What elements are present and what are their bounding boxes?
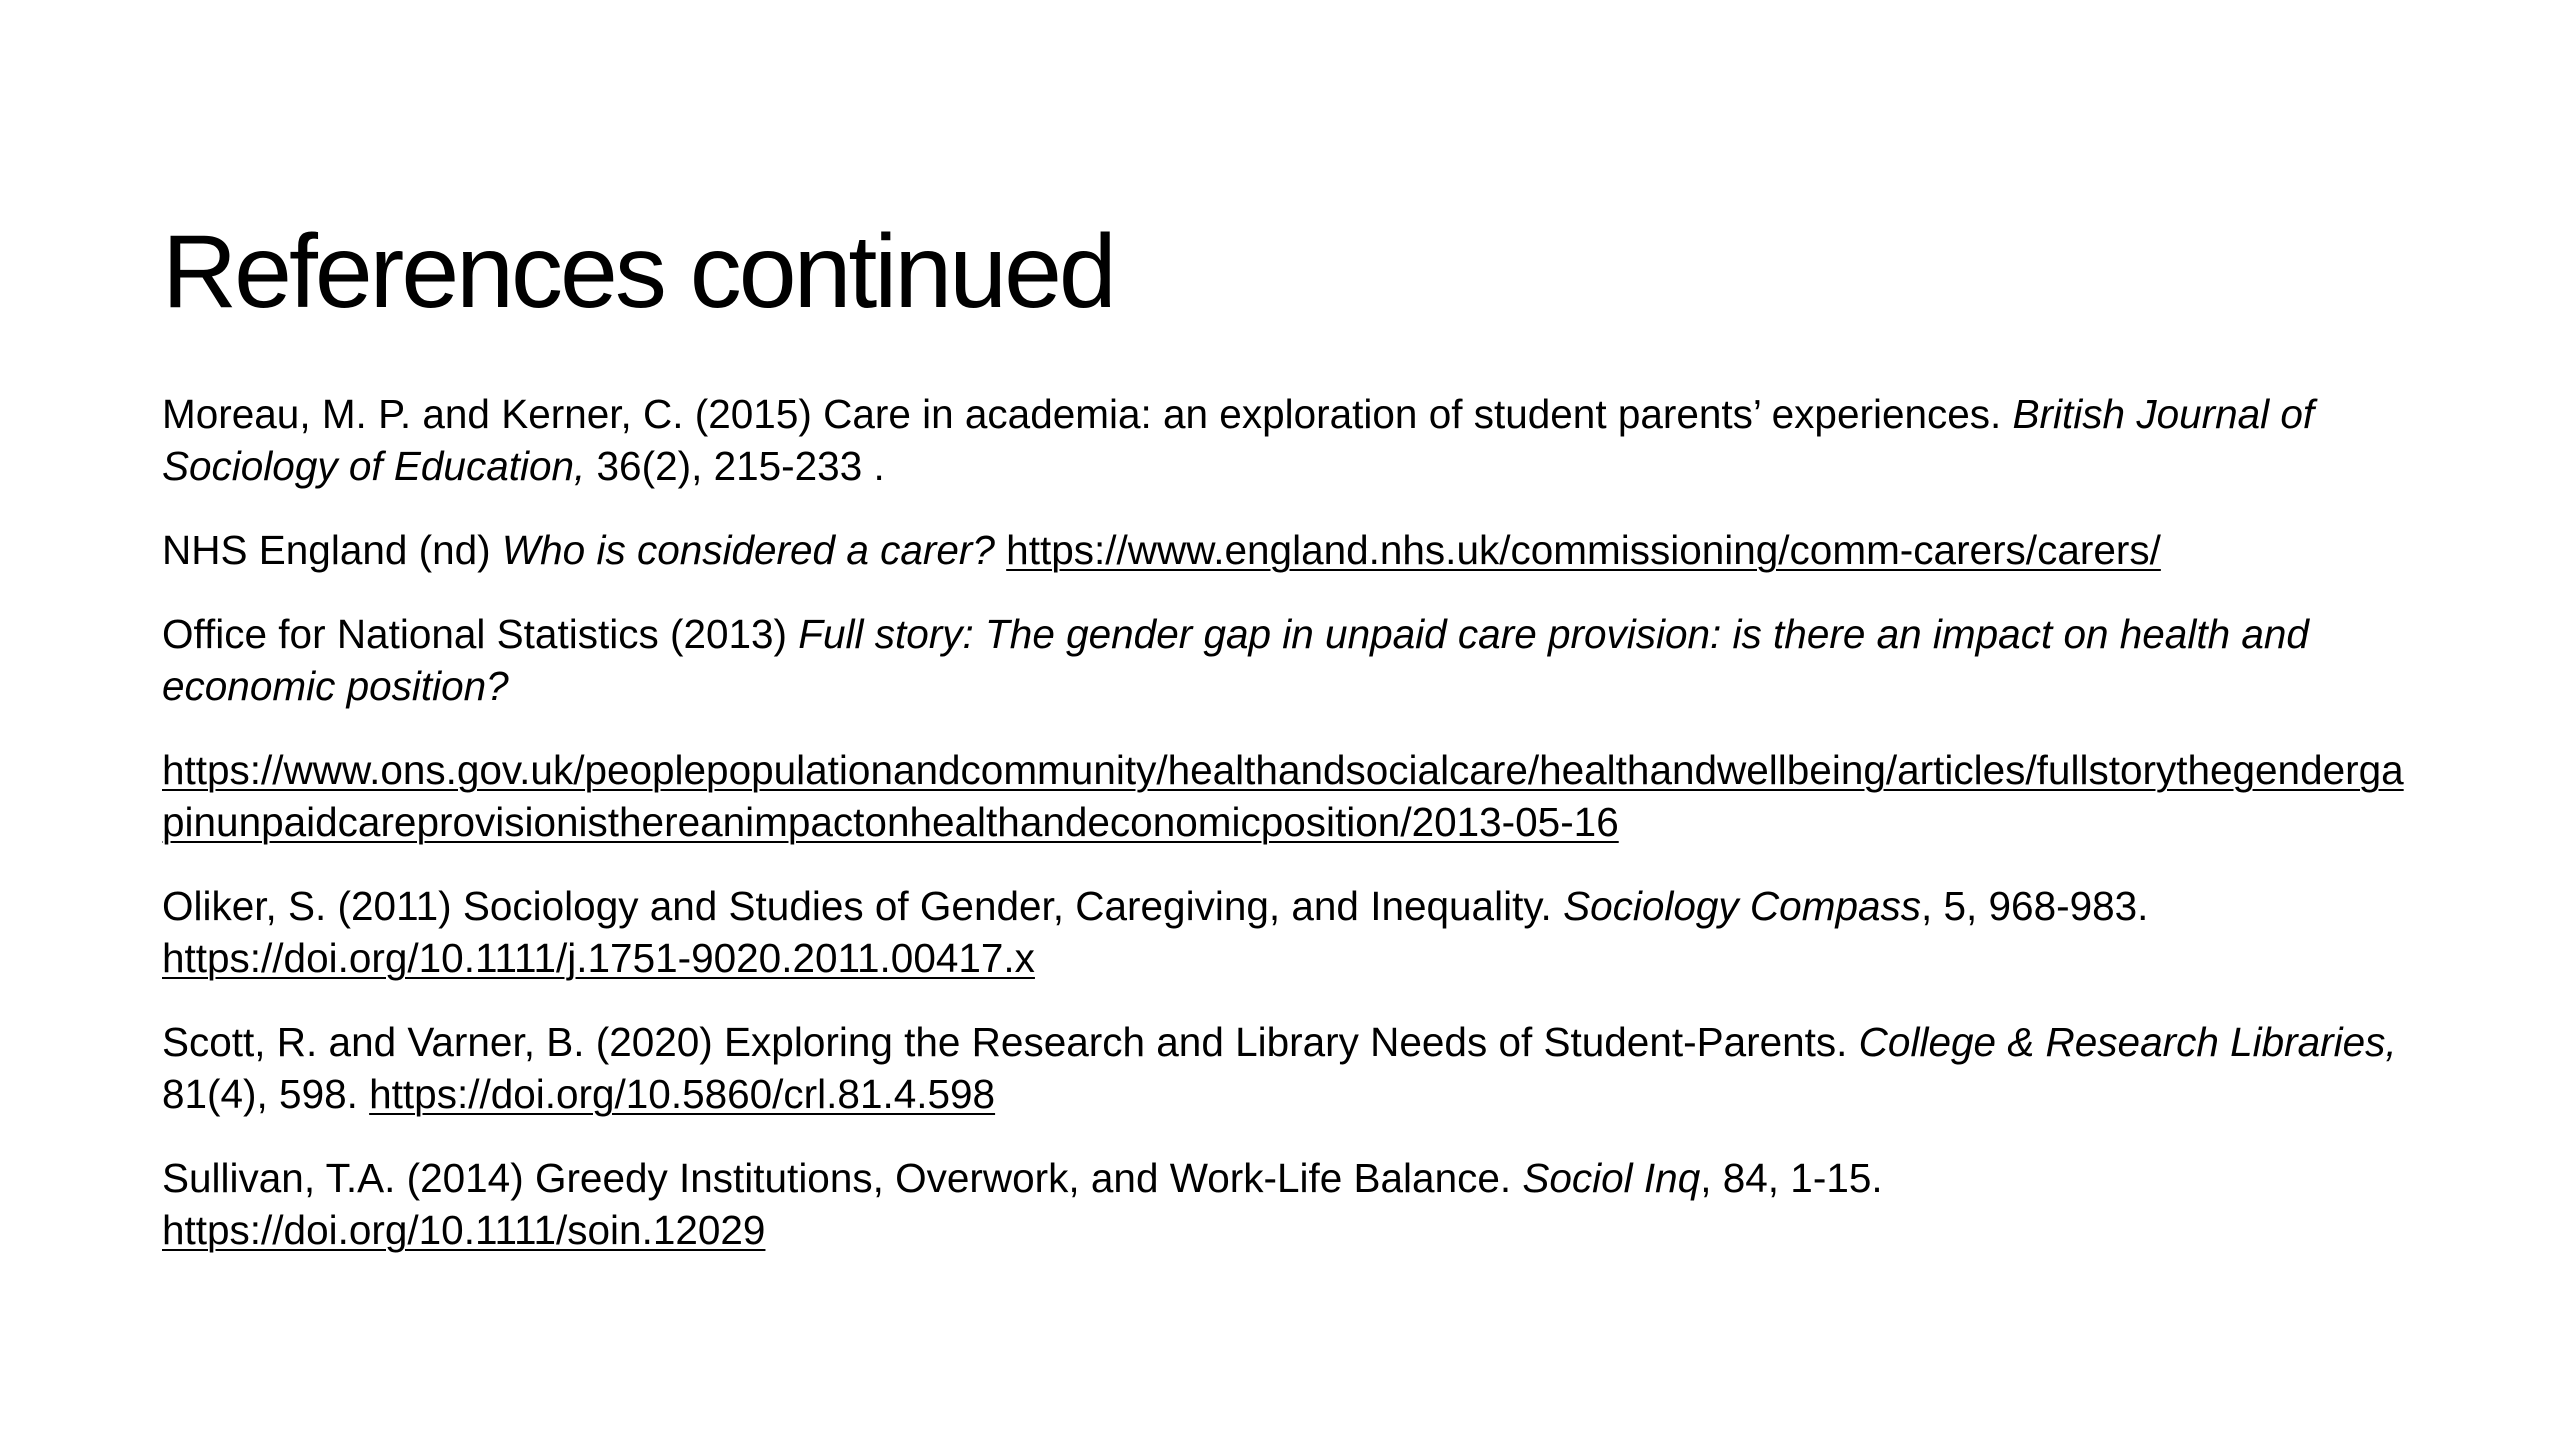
reference-link[interactable]: https://www.england.nhs.uk/commissioning/comm-carers/carers/ xyxy=(1006,527,2161,573)
reference-link[interactable]: https://doi.org/10.5860/crl.81.4.598 xyxy=(369,1071,996,1117)
reference-nhs-england xyxy=(162,524,2412,576)
reference-text: NHS England (nd) xyxy=(162,527,502,573)
reference-link[interactable]: https://www.ons.gov.uk/peoplepopulationandcommunity/healthandsocialcare/healthandwellbeing/articles/fullstorythegendergapinunpaidcareprovisionisthereanimpactonhealthandeconomicposition/2013-05-16 xyxy=(162,747,2404,845)
reference-title: Full story: The gender gap in unpaid care provision: is there an impact on health and economic position? xyxy=(162,611,2309,709)
slide-title: References continued xyxy=(162,214,1114,330)
reference-details: 36(2), 215-233 . xyxy=(585,443,885,489)
reference-moreau-2015 xyxy=(162,388,2412,492)
reference-link[interactable]: https://doi.org/10.1111/j.1751-9020.2011.00417.x xyxy=(162,935,1035,981)
reference-journal: Sociology Compass xyxy=(1563,883,1921,929)
reference-ons-2013 xyxy=(162,608,2412,712)
reference-text: Oliker, S. (2011) Sociology and Studies of Gender, Caregiving, and Inequality. xyxy=(162,883,1564,929)
reference-title: Who is considered a carer? xyxy=(501,527,995,573)
reference-text: Sullivan, T.A. (2014) Greedy Institutions, Overwork, and Work-Life Balance. xyxy=(162,1155,1523,1201)
reference-text: Scott, R. and Varner, B. (2020) Exploring the Research and Library Needs of Student-Parents. xyxy=(162,1019,1859,1065)
reference-sullivan-2014 xyxy=(162,1152,2412,1256)
reference-ons-link xyxy=(162,744,2412,848)
reference-text: Moreau, M. P. and Kerner, C. (2015) Care in academia: an exploration of student parents’ experiences. xyxy=(162,391,2013,437)
reference-link[interactable]: https://doi.org/10.1111/soin.12029 xyxy=(162,1207,766,1253)
reference-separator xyxy=(995,527,1006,573)
reference-details: , 5, 968-983. xyxy=(1921,883,2149,929)
reference-text: Office for National Statistics (2013) xyxy=(162,611,799,657)
reference-oliker-2011 xyxy=(162,880,2412,984)
reference-scott-2020 xyxy=(162,1016,2412,1120)
reference-journal: College & Research Libraries, xyxy=(1858,1019,2397,1065)
reference-journal: British Journal of Sociology of Education, xyxy=(162,391,2315,489)
reference-list xyxy=(162,388,2412,1288)
reference-details: 81(4), 598. xyxy=(162,1071,370,1117)
reference-journal: Sociol Inq xyxy=(1522,1155,1701,1201)
reference-details: , 84, 1-15. xyxy=(1700,1155,1883,1201)
